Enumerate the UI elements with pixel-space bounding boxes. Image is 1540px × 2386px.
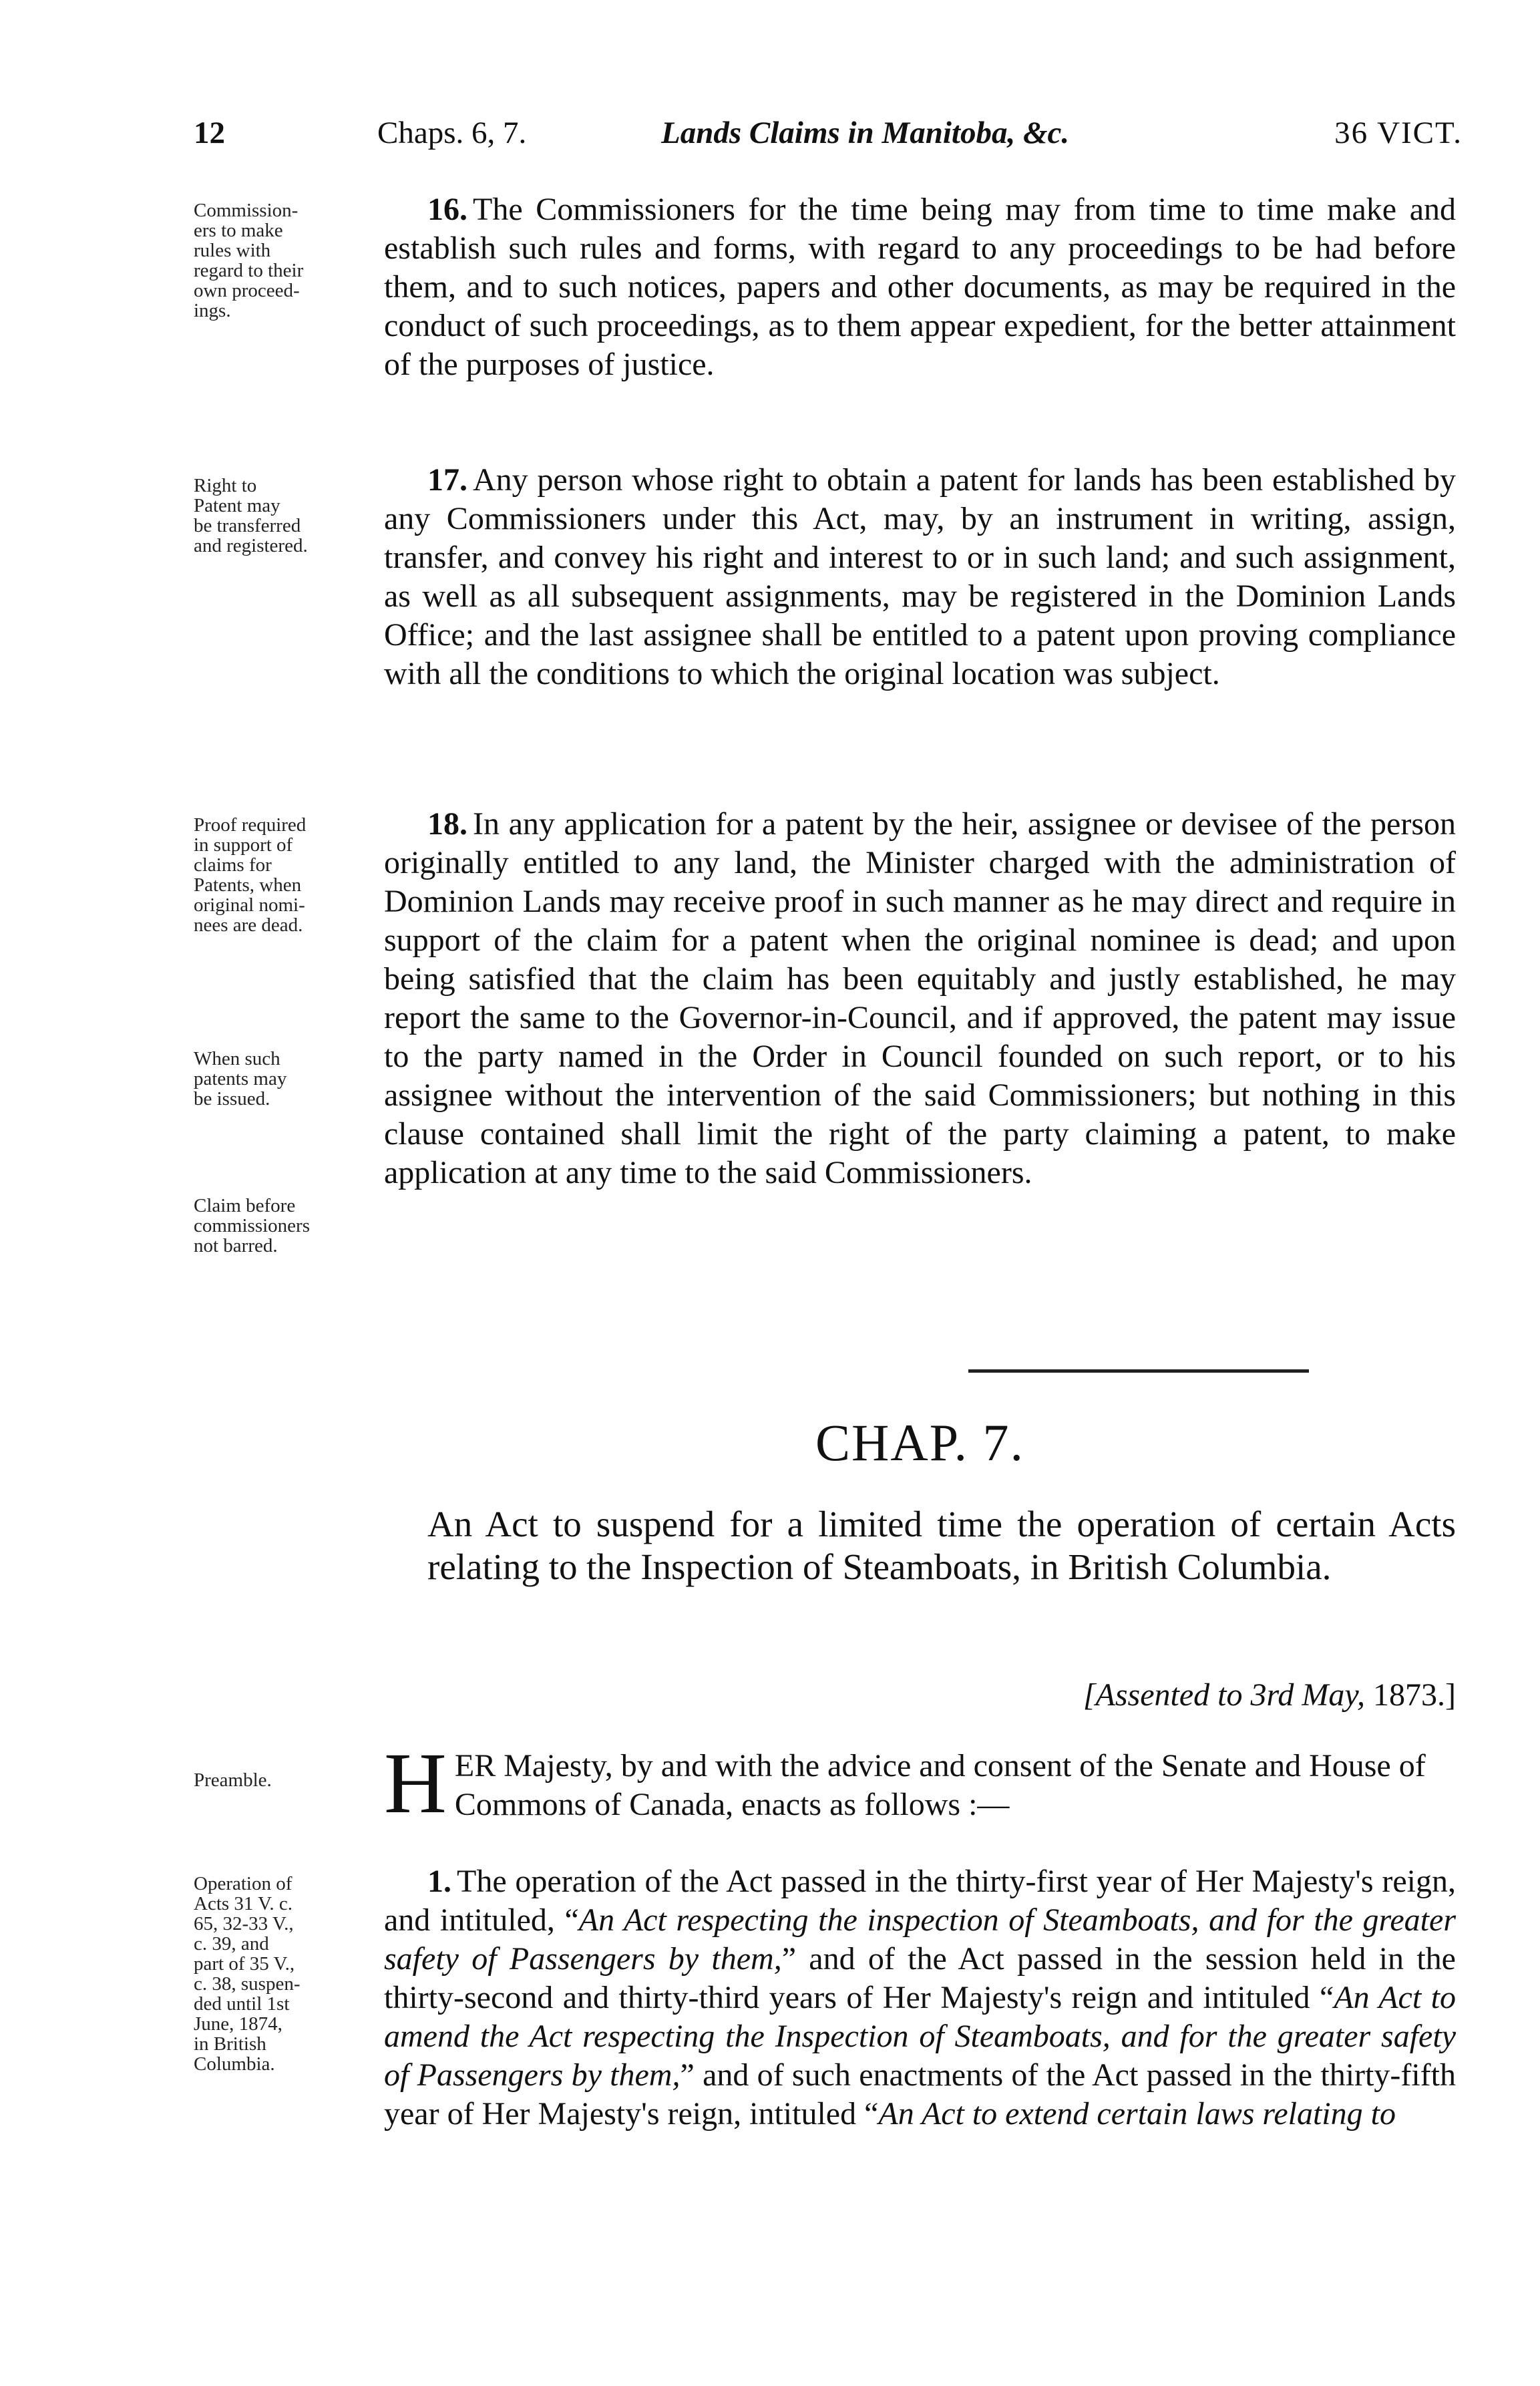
margin-line: c. 38, suspen- [194, 1973, 301, 1995]
margin-line: commissioners [194, 1215, 310, 1236]
assent-year: 1873.] [1373, 1677, 1456, 1713]
margin-line: Preamble. [194, 1769, 272, 1791]
s1-text-a: The operation of the Act passed in the thirty-first year of Her Majesty's reign, and intituled, “ [384, 1864, 1456, 1938]
margin-line: When such [194, 1048, 280, 1069]
s1-text-c: ” and of the Act passed in the session held in the thirty-second and thirty-third years of Her Majesty's reign and intituled “ [384, 1941, 1456, 2015]
margin-line: original nomi- [194, 894, 305, 916]
section-text: Any person whose right to obtain a patent for lands has been established by any Commissioners under this Act, may, by an instrument in writing, assign, transfer, and convey his right and interest to or in such land; and such assignment, as well as all subsequent assignments, may be registered in the Dominion Lands Office; and the last assignee shall be entitled to a patent upon proving compliance with all the conditions to which the original location was subject. [384, 462, 1456, 691]
margin-line: Acts 31 V. c. [194, 1893, 293, 1914]
preamble-text: ER Majesty, by and with the advice and consent of the Senate and House of Commons of Canada, enacts as follows :— [454, 1748, 1426, 1822]
margin-note-s18-claim [194, 1196, 371, 1256]
header-chapters: Chaps. 6, 7. [377, 116, 527, 150]
margin-line: Patents, when [194, 874, 302, 896]
margin-line: part of 35 V., [194, 1953, 295, 1975]
margin-line: own proceed- [194, 280, 300, 301]
margin-line: claims for [194, 854, 272, 876]
assent-date [1083, 1677, 1456, 1713]
margin-note-s16 [194, 200, 371, 321]
margin-line: and registered. [194, 535, 308, 556]
s1-act-title-3: An Act to extend certain laws relating to [878, 2096, 1396, 2132]
margin-note-s17 [194, 476, 371, 556]
s1-act-title-1: An Act respecting the inspection of Steamboats, and for the greater safety of Passengers by them, [384, 1902, 1457, 1977]
margin-line: June, 1874, [194, 2013, 282, 2035]
margin-line: 65, 32-33 V., [194, 1913, 294, 1934]
margin-line: ings. [194, 300, 231, 321]
section-18 [384, 805, 1456, 1192]
chapter-divider [968, 1369, 1309, 1373]
chapter-heading: CHAP. 7. [815, 1413, 1024, 1472]
header-session: 36 VICT. [1334, 116, 1463, 150]
margin-line: in British [194, 2033, 266, 2055]
margin-line: rules with [194, 240, 271, 261]
section-number: 17. [427, 462, 467, 498]
margin-line: be issued. [194, 1088, 270, 1110]
margin-line: be transferred [194, 515, 301, 536]
preamble [384, 1735, 1456, 1832]
section-16 [384, 190, 1456, 384]
page-number: 12 [194, 116, 225, 150]
chapter7-section-1 [384, 1862, 1456, 2134]
margin-line: nees are dead. [194, 914, 303, 936]
margin-note-c7-s1 [194, 1874, 371, 2074]
margin-line: patents may [194, 1068, 287, 1089]
margin-line: Claim before [194, 1195, 296, 1216]
margin-line: Right to [194, 475, 257, 496]
section-text: In any application for a patent by the heir, assignee or devisee of the person originally entitled to any land, the Minister charged with the administration of Dominion Lands may receive proof in such manner as he may direct and require in support of the claim for a patent when the original nominee is dead; and upon being satisfied that the claim has been equitably and justly established, he may report the same to the Governor-in-Council, and if approved, the patent may issue to the party named in the Order in Council founded on such report, or to his assignee without the intervention of the said Commissioners; but nothing in this clause contained shall limit the right of the party claiming a patent, to make application at any time to the said Commissioners. [384, 806, 1456, 1190]
margin-line: Columbia. [194, 2053, 275, 2075]
section-text: The Commissioners for the time being may from time to time make and establish such rules and forms, with regard to any proceedings to be had before them, and to such notices, papers and other documents, as may be required in the conduct of such proceedings, as to them appear expedient, for the better attainment of the purposes of justice. [384, 192, 1456, 382]
section-number: 1. [427, 1864, 451, 1899]
margin-line: ded until 1st [194, 1993, 290, 2015]
margin-note-s18-when [194, 1049, 371, 1109]
margin-note-s18-proof [194, 815, 371, 935]
section-number: 16. [427, 192, 467, 227]
drop-cap: H [384, 1735, 447, 1832]
section-number: 18. [427, 806, 467, 842]
margin-line: Operation of [194, 1873, 293, 1894]
margin-line: Patent may [194, 495, 280, 516]
margin-line: Proof required [194, 814, 307, 836]
running-header [194, 115, 1463, 162]
s1-act-title-2: An Act to amend the Act respecting the Inspection of Steamboats, and for the greater safety of Passengers by them, [384, 1980, 1457, 2093]
margin-line: in support of [194, 834, 293, 856]
act-title [384, 1503, 1456, 1588]
margin-line: Commission- [194, 200, 299, 221]
margin-line: ers to make [194, 220, 283, 241]
act-title-text: An Act to suspend for a limited time the operation of certain Acts relating to the Inspection of Steamboats, in British Columbia. [427, 1504, 1456, 1587]
margin-line: not barred. [194, 1235, 278, 1256]
header-title: Lands Claims in Manitoba, &c. [661, 116, 1070, 150]
margin-note-preamble [194, 1770, 371, 1790]
margin-line: c. 39, and [194, 1933, 269, 1954]
s1-text-e: ” and of such enactments of the Act passed in the thirty-fifth year of Her Majesty's reign, intituled “ [384, 2057, 1457, 2132]
section-17 [384, 461, 1456, 693]
margin-line: regard to their [194, 260, 304, 281]
assent-prefix: [Assented to 3rd May, [1083, 1677, 1366, 1713]
